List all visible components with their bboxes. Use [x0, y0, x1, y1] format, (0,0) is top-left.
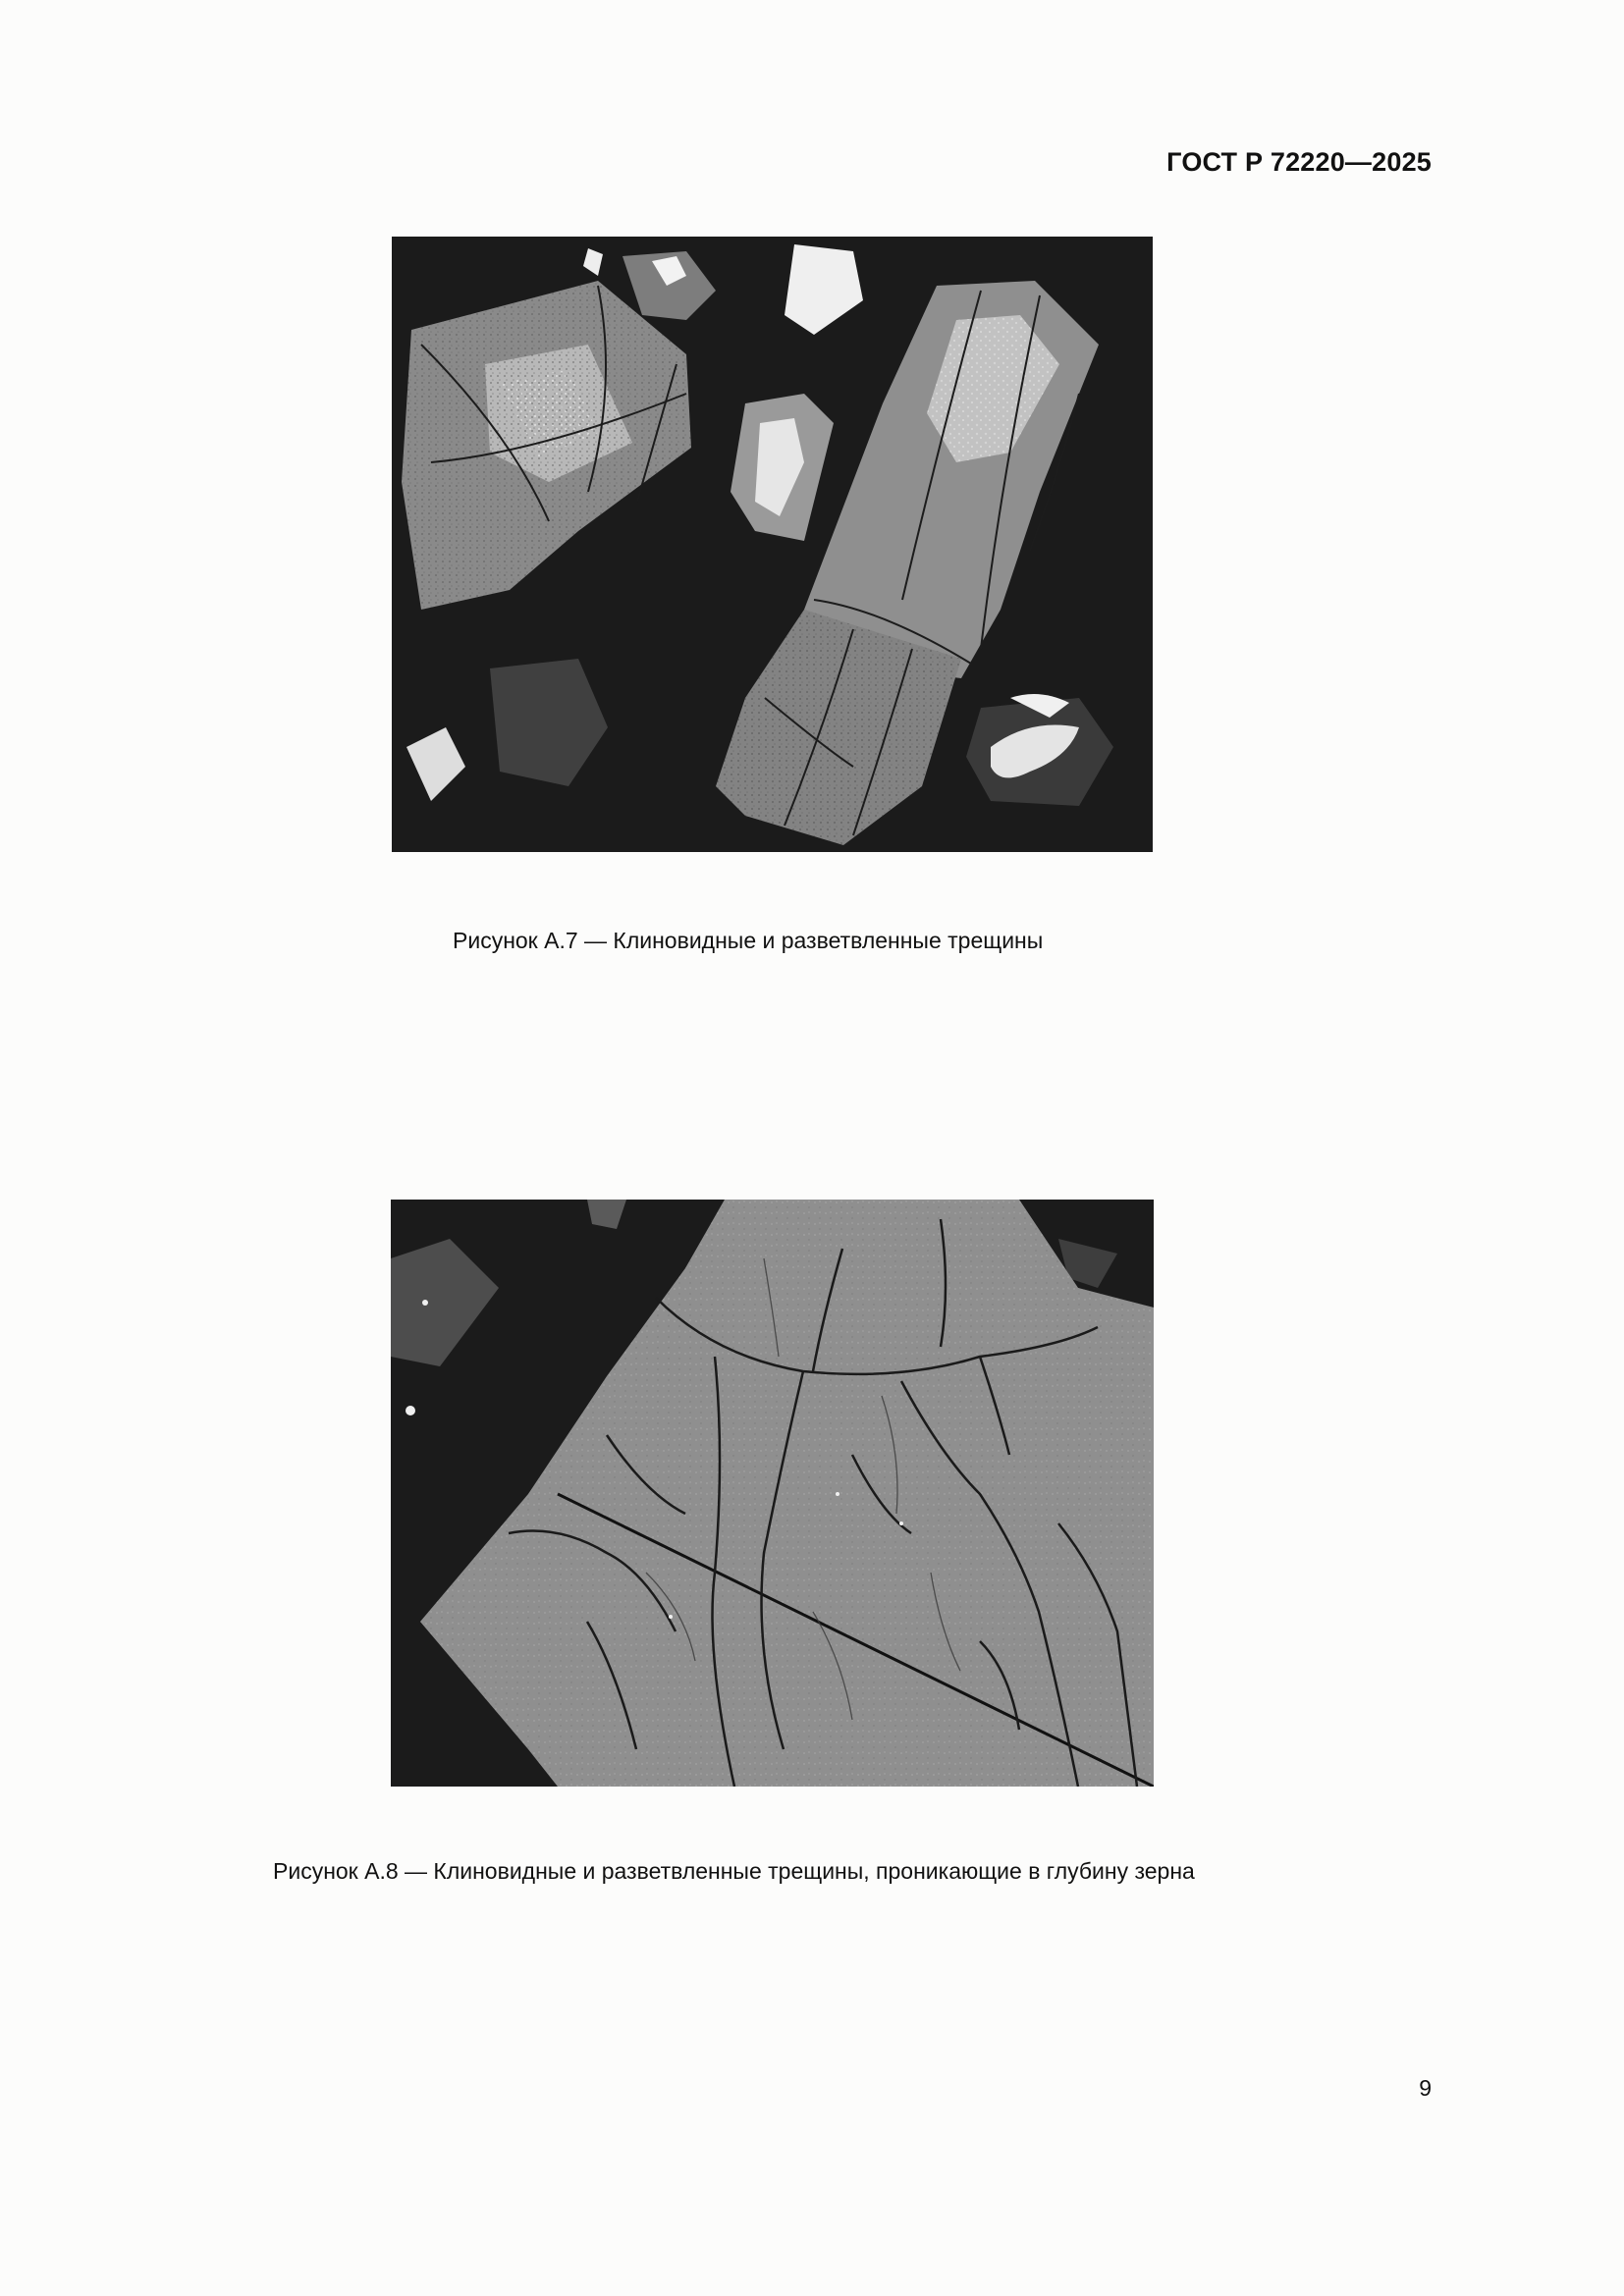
- micrograph-a8-image: [391, 1200, 1154, 1787]
- page-number: 9: [1419, 2075, 1432, 2101]
- figure-a8-caption: Рисунок А.8 — Клиновидные и разветвленные трещины, проникающие в глубину зерна: [273, 1858, 1195, 1884]
- micrograph-figure-a7: [392, 237, 1153, 852]
- document-code-header: ГОСТ Р 72220—2025: [1166, 147, 1432, 177]
- micrograph-a7-image: [392, 237, 1153, 852]
- figure-a7-caption: Рисунок А.7 — Клиновидные и разветвленные трещины: [453, 928, 1044, 953]
- micrograph-figure-a8: [391, 1200, 1154, 1787]
